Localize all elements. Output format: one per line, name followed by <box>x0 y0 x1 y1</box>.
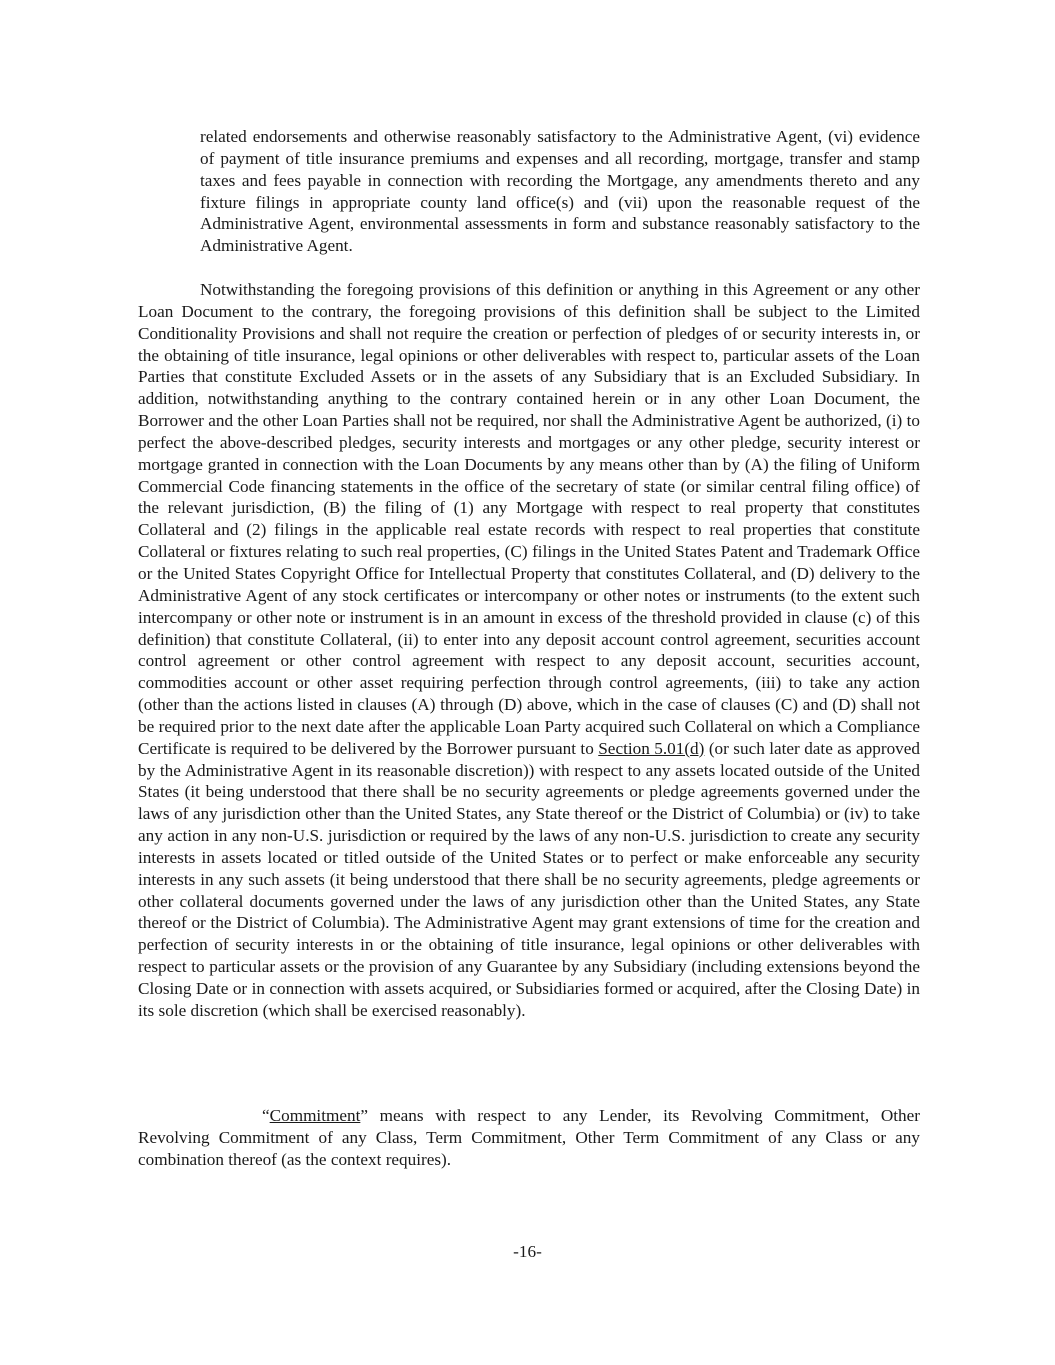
commitment-definition <box>138 1105 920 1171</box>
notwithstanding-paragraph <box>138 279 920 1022</box>
definition-body: means with respect to any Lender, its Revolving Commitment, Other Revolving Commitment of any Class, Term Commitment, Other Term Commitment of any Class or any combination thereof (as the context requires). <box>138 1106 920 1169</box>
open-quote: “ <box>262 1106 270 1125</box>
paragraph-text-before-reference: Notwithstanding the foregoing provisions of this definition or anything in this Agreement or any other Loan Document to the contrary, the foregoing provisions of this definition shall be subject to the Limited Conditionality Provisions and shall not require the creation or perfection of pledges of or security interests in, or the obtaining of title insurance, legal opinions or other deliverables with respect to, particular assets of the Loan Parties that constitute Excluded Assets or in the assets of any Subsidiary that is an Excluded Subsidiary. In addition, notwithstanding anything to the contrary contained herein or in any other Loan Document, the Borrower and the other Loan Parties shall not be required, nor shall the Administrative Agent be authorized, (i) to perfect the above-described pledges, security interests and mortgages or any other pledge, security interest or mortgage granted in connection with the Loan Documents by any means other than by (A) the filing of Uniform Commercial Code financing statements in the office of the secretary of state (or similar central filing office) of the relevant jurisdiction, (B) the filing of (1) any Mortgage with respect to real property that constitutes Collateral and (2) filings in the applicable real estate records with respect to real properties that constitute Collateral or fixtures relating to such real properties, (C) filings in the United States Patent and Trademark Office or the United States Copyright Office for Intellectual Property that constitutes Collateral, and (D) delivery to the Administrative Agent of any stock certificates or intercompany or other notes or instruments (to the extent such intercompany or other note or instrument is in an amount in excess of the threshold provided in clause (c) of this definition) that constitute Collateral, (ii) to enter into any deposit account control agreement, securities account control agreement or other control agreement with respect to any deposit account, securities account, commodities account or other asset requiring perfection through control agreements, (iii) to take any action (other than the actions listed in clauses (A) through (D) above, which in the case of clauses (C) and (D) shall not be required prior to the next date after the applicable Loan Party acquired such Collateral on which a Compliance Certificate is required to be delivered by the Borrower pursuant to <box>138 280 920 758</box>
page-number: -16- <box>513 1242 542 1261</box>
defined-term: Commitment <box>269 1106 361 1125</box>
close-quote: ” <box>360 1106 368 1125</box>
indented-clause-continuation: related endorsements and otherwise reasonably satisfactory to the Administrative Agent, (vi) evidence of payment of title insurance premiums and expenses and all recording, mortgage, transfer and stamp taxes and fees payable in connection with recording the Mortgage, any amendments thereto and any fixture filings in appropriate county land office(s) and (vii) upon the reasonable request of the Administrative Agent, environmental assessments in form and substance reasonably satisfactory to the Administrative Agent. <box>200 127 920 256</box>
paragraph-text-after-reference: (or such later date as approved by the Administrative Agent in its reasonable discretion)) with respect to any assets located outside of the United States (it being understood that there shall be no security agreements or pledge agreements governed under the laws of any jurisdiction other than the United States, any State thereof or the District of Columbia) or (iv) to take any action in any non-U.S. jurisdiction or required by the laws of any non-U.S. jurisdiction to create any security interests in assets located or titled outside of the United States or to perfect or make enforceable any security interests in any such assets (it being understood that there shall be no security agreements, pledge agreements or other collateral documents governed under the laws of any jurisdiction other than the United States, any State thereof or the District of Columbia). The Administrative Agent may grant extensions of time for the creation and perfection of security interests in or the obtaining of title insurance, legal opinions or other deliverables with respect to particular assets or the provision of any Guarantee by any Subsidiary (including extensions beyond the Closing Date or in connection with assets acquired, or Subsidiaries formed or acquired, after the Closing Date) in its sole discretion (which shall be exercised reasonably). <box>138 738 920 1020</box>
section-reference: Section 5.01(d) <box>598 738 705 758</box>
